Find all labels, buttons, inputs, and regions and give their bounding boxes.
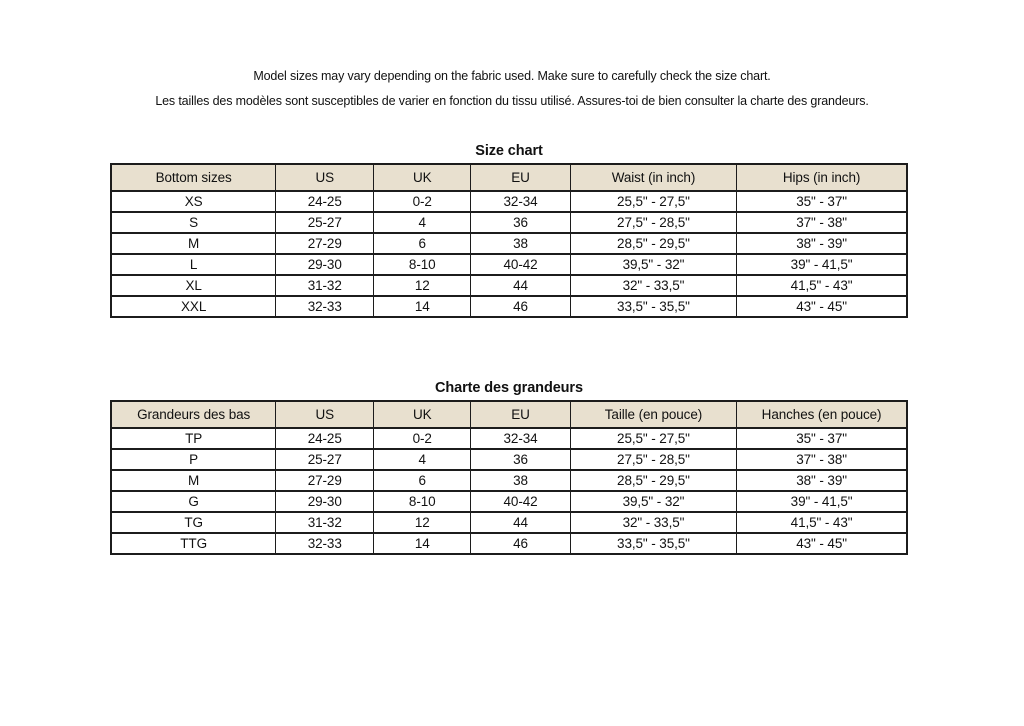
table-cell: 40-42 — [471, 491, 571, 512]
column-header: Grandeurs des bas — [111, 401, 276, 428]
column-header: EU — [471, 401, 571, 428]
table-row — [111, 533, 907, 554]
table-cell: 46 — [471, 296, 571, 317]
column-header: Hips (in inch) — [737, 164, 907, 191]
size-label-cell: P — [111, 449, 276, 470]
table-cell: 27-29 — [276, 233, 374, 254]
size-label-cell: L — [111, 254, 276, 275]
table-row — [111, 275, 907, 296]
table-cell: 14 — [374, 296, 471, 317]
size-label-cell: M — [111, 470, 276, 491]
table-row — [111, 296, 907, 317]
table-cell: 8-10 — [374, 491, 471, 512]
table-cell: 43" - 45" — [737, 296, 907, 317]
table-cell: 38 — [471, 233, 571, 254]
table-cell: 14 — [374, 533, 471, 554]
table-cell: 28,5" - 29,5" — [570, 470, 736, 491]
table-cell: 36 — [471, 449, 571, 470]
table-cell: 27,5" - 28,5" — [570, 212, 736, 233]
table-cell: 41,5" - 43" — [737, 512, 907, 533]
size-chart-section-fr — [110, 381, 908, 555]
table-cell: 24-25 — [276, 428, 374, 449]
size-chart-section-en — [110, 144, 908, 318]
column-header: UK — [374, 401, 471, 428]
header-row — [111, 164, 907, 191]
table-cell: 33,5" - 35,5" — [570, 533, 736, 554]
size-label-cell: TG — [111, 512, 276, 533]
table-cell: 31-32 — [276, 512, 374, 533]
table-cell: 0-2 — [374, 428, 471, 449]
column-header: Bottom sizes — [111, 164, 276, 191]
table-row — [111, 212, 907, 233]
table-cell: 35" - 37" — [737, 191, 907, 212]
size-chart-title-fr: Charte des grandeurs — [435, 380, 583, 396]
table-cell: 25-27 — [276, 449, 374, 470]
table-cell: 25-27 — [276, 212, 374, 233]
size-label-cell: G — [111, 491, 276, 512]
table-cell: 31-32 — [276, 275, 374, 296]
table-cell: 46 — [471, 533, 571, 554]
table-row — [111, 449, 907, 470]
table-cell: 6 — [374, 470, 471, 491]
table-cell: 29-30 — [276, 254, 374, 275]
table-cell: 40-42 — [471, 254, 571, 275]
table-cell: 32" - 33,5" — [570, 512, 736, 533]
table-cell: 44 — [471, 275, 571, 296]
size-label-cell: XS — [111, 191, 276, 212]
table-cell: 32-33 — [276, 533, 374, 554]
table-cell: 27,5" - 28,5" — [570, 449, 736, 470]
table-cell: 37" - 38" — [737, 449, 907, 470]
size-label-cell: TTG — [111, 533, 276, 554]
table-cell: 39,5" - 32" — [570, 491, 736, 512]
table-cell: 36 — [471, 212, 571, 233]
table-cell: 12 — [374, 512, 471, 533]
table-cell: 39" - 41,5" — [737, 491, 907, 512]
table-cell: 28,5" - 29,5" — [570, 233, 736, 254]
header-row — [111, 401, 907, 428]
table-cell: 27-29 — [276, 470, 374, 491]
size-label-cell: XL — [111, 275, 276, 296]
table-cell: 39,5" - 32" — [570, 254, 736, 275]
table-row — [111, 470, 907, 491]
size-label-cell: XXL — [111, 296, 276, 317]
table-cell: 32-33 — [276, 296, 374, 317]
column-header: Taille (en pouce) — [570, 401, 736, 428]
table-row — [111, 254, 907, 275]
table-cell: 12 — [374, 275, 471, 296]
size-label-cell: S — [111, 212, 276, 233]
table-cell: 44 — [471, 512, 571, 533]
table-cell: 32" - 33,5" — [570, 275, 736, 296]
table-cell: 4 — [374, 449, 471, 470]
table-cell: 32-34 — [471, 191, 571, 212]
column-header: Waist (in inch) — [570, 164, 736, 191]
table-cell: 43" - 45" — [737, 533, 907, 554]
table-cell: 35" - 37" — [737, 428, 907, 449]
table-cell: 4 — [374, 212, 471, 233]
column-header: US — [276, 164, 374, 191]
table-row — [111, 191, 907, 212]
size-chart-table-en — [110, 163, 908, 318]
column-header: UK — [374, 164, 471, 191]
intro-text-en: Model sizes may vary depending on the fabric used. Make sure to carefully check the size chart. — [253, 69, 771, 83]
table-row — [111, 233, 907, 254]
column-header: EU — [471, 164, 571, 191]
table-cell: 38" - 39" — [737, 233, 907, 254]
table-cell: 41,5" - 43" — [737, 275, 907, 296]
table-cell: 38 — [471, 470, 571, 491]
size-chart-table-fr — [110, 400, 908, 555]
size-label-cell: TP — [111, 428, 276, 449]
column-header: Hanches (en pouce) — [737, 401, 907, 428]
table-cell: 25,5" - 27,5" — [570, 191, 736, 212]
size-label-cell: M — [111, 233, 276, 254]
table-cell: 32-34 — [471, 428, 571, 449]
table-cell: 8-10 — [374, 254, 471, 275]
table-cell: 6 — [374, 233, 471, 254]
table-cell: 29-30 — [276, 491, 374, 512]
table-cell: 0-2 — [374, 191, 471, 212]
intro-text-fr: Les tailles des modèles sont susceptibles de varier en fonction du tissu utilisé. Assures-toi de bien consulter la charte des grandeurs. — [155, 94, 869, 108]
table-row — [111, 512, 907, 533]
table-cell: 33,5" - 35,5" — [570, 296, 736, 317]
table-cell: 24-25 — [276, 191, 374, 212]
size-chart-title-en: Size chart — [475, 143, 543, 159]
table-cell: 25,5" - 27,5" — [570, 428, 736, 449]
table-row — [111, 491, 907, 512]
table-row — [111, 428, 907, 449]
table-cell: 37" - 38" — [737, 212, 907, 233]
table-cell: 38" - 39" — [737, 470, 907, 491]
column-header: US — [276, 401, 374, 428]
table-cell: 39" - 41,5" — [737, 254, 907, 275]
